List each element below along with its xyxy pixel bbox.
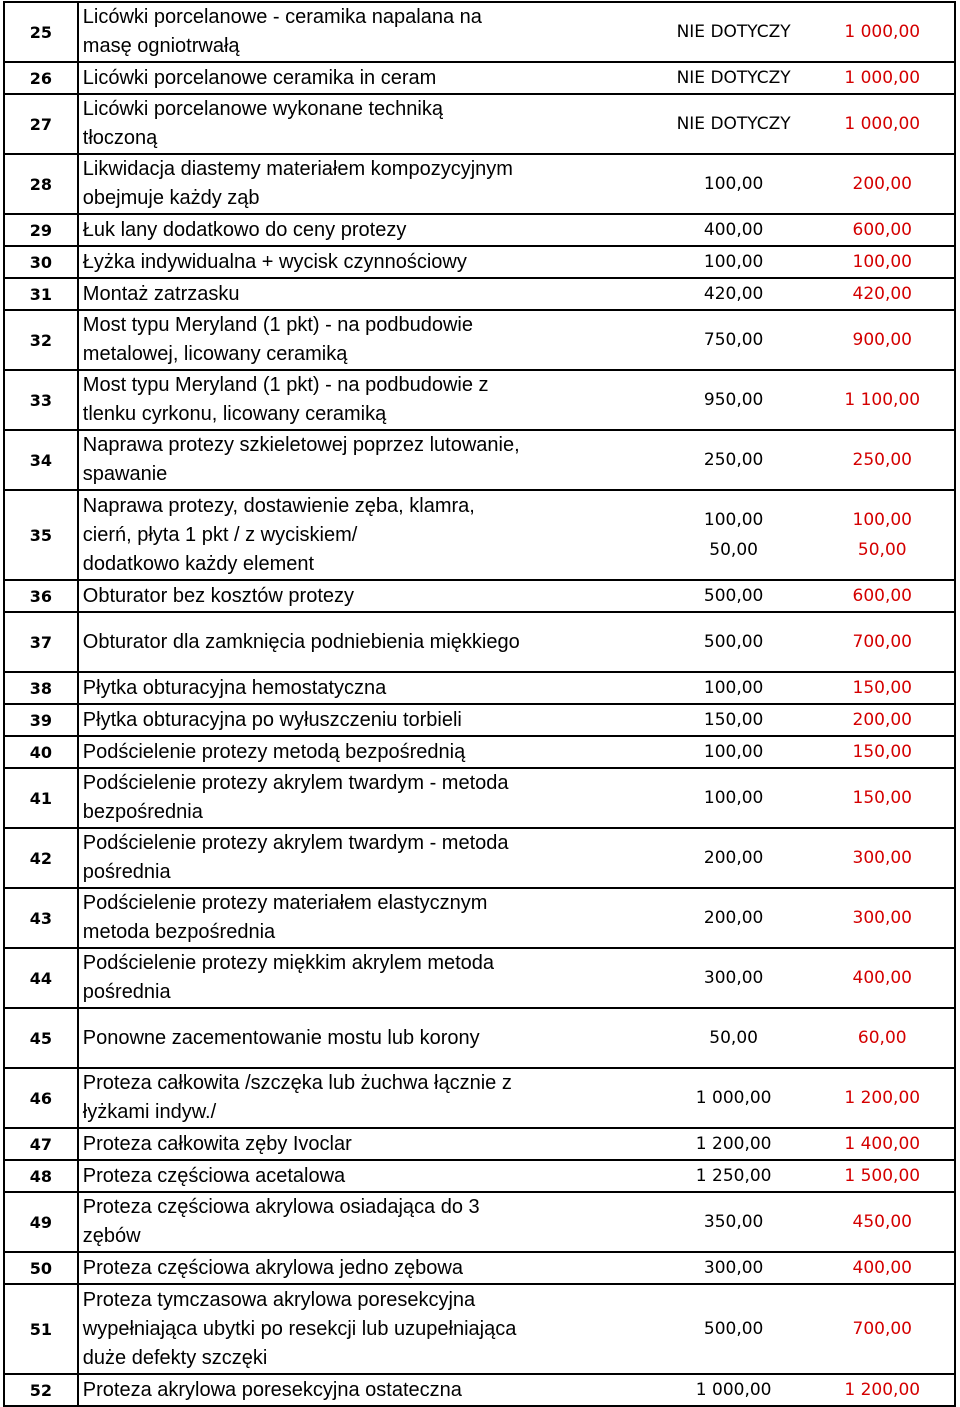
service-description	[78, 1374, 657, 1406]
price-value: 1 200,00	[695, 1134, 772, 1154]
price-min	[657, 430, 811, 490]
description-line: tlenku cyrkonu, licowany ceramiką	[82, 403, 387, 425]
service-description	[78, 62, 657, 94]
price-max	[810, 1192, 955, 1252]
price-min	[657, 94, 811, 154]
description-line: Obturator bez kosztów protezy	[82, 584, 355, 607]
service-description	[78, 1128, 657, 1160]
price-value: 100,00	[703, 252, 764, 272]
description-line: Most typu Meryland (1 pkt) - na podbudowie	[82, 314, 473, 336]
price-max	[810, 214, 955, 246]
row-number: 52	[4, 1374, 78, 1406]
price-value: 700,00	[852, 1319, 912, 1339]
service-description	[78, 430, 657, 490]
price-min	[657, 1374, 811, 1406]
price-max	[810, 310, 955, 370]
price-value: 300,00	[852, 908, 912, 928]
service-description	[78, 214, 657, 246]
description-line: spawanie	[82, 463, 168, 485]
price-min	[657, 154, 811, 214]
price-value: 200,00	[852, 174, 912, 194]
description-line: zębów	[82, 1225, 141, 1247]
service-description	[78, 246, 657, 278]
price-table-body	[4, 2, 955, 1406]
description-line: pośrednia	[82, 861, 171, 883]
price-min	[657, 828, 811, 888]
price-min	[657, 246, 811, 278]
price-value: NIE DOTYCZY	[676, 114, 791, 134]
table-row	[4, 62, 955, 94]
service-description	[78, 1068, 657, 1128]
price-value: 100,00	[703, 788, 764, 808]
description-line: Montaż zatrzasku	[82, 282, 240, 305]
price-value: 500,00	[703, 586, 764, 606]
price-value: 100,00	[703, 510, 764, 530]
table-row	[4, 1160, 955, 1192]
description-line: metoda bezpośrednia	[82, 921, 276, 943]
table-row	[4, 672, 955, 704]
price-max	[810, 2, 955, 62]
row-number: 50	[4, 1252, 78, 1284]
price-value: 1 500,00	[844, 1166, 921, 1186]
price-max	[810, 768, 955, 828]
table-row	[4, 768, 955, 828]
price-value: 50,00	[857, 540, 907, 560]
price-value: 300,00	[703, 968, 764, 988]
service-description	[78, 154, 657, 214]
price-min	[657, 278, 811, 310]
description-line: bezpośrednia	[82, 801, 203, 823]
price-max	[810, 672, 955, 704]
row-number: 39	[4, 704, 78, 736]
description-line: dodatkowo każdy element	[82, 552, 315, 575]
price-value: NIE DOTYCZY	[676, 22, 791, 42]
description-line: Łuk lany dodatkowo do ceny protezy	[82, 218, 407, 241]
price-value: 1 000,00	[844, 22, 921, 42]
table-row	[4, 246, 955, 278]
price-max	[810, 490, 955, 580]
row-number: 45	[4, 1008, 78, 1068]
price-value: 100,00	[852, 252, 912, 272]
price-min	[657, 490, 811, 580]
table-row	[4, 154, 955, 214]
table-row	[4, 1068, 955, 1128]
price-value: 100,00	[703, 678, 764, 698]
description-line: cierń, płyta 1 pkt / z wyciskiem/	[82, 523, 358, 546]
price-min	[657, 2, 811, 62]
price-value: 60,00	[857, 1028, 907, 1048]
price-value: 100,00	[852, 510, 912, 530]
price-value: 250,00	[703, 450, 764, 470]
price-max	[810, 828, 955, 888]
price-min	[657, 888, 811, 948]
description-line: Proteza całkowita /szczęka lub żuchwa łącznie z	[82, 1072, 512, 1094]
service-description	[78, 278, 657, 310]
description-line: pośrednia	[82, 981, 171, 1003]
description-line: Podścielenie protezy miękkim akrylem metoda	[82, 952, 495, 974]
description-line: Licówki porcelanowe wykonane techniką	[82, 98, 443, 120]
description-line: Płytka obturacyjna hemostatyczna	[82, 676, 387, 699]
price-value: 100,00	[703, 174, 764, 194]
description-line: Proteza całkowita zęby Ivoclar	[82, 1132, 352, 1155]
price-value: 420,00	[703, 284, 764, 304]
row-number: 43	[4, 888, 78, 948]
price-value: 500,00	[703, 1319, 764, 1339]
description-line: tłoczoną	[82, 127, 158, 149]
price-min	[657, 310, 811, 370]
price-max	[810, 1008, 955, 1068]
description-line: Płytka obturacyjna po wyłuszczeniu torbieli	[82, 708, 462, 731]
row-number: 42	[4, 828, 78, 888]
price-min	[657, 1284, 811, 1374]
service-description	[78, 370, 657, 430]
price-value: 150,00	[852, 742, 912, 762]
description-line: Obturator dla zamknięcia podniebienia miękkiego	[82, 630, 520, 653]
price-max	[810, 370, 955, 430]
price-value: 200,00	[852, 710, 912, 730]
table-row	[4, 1284, 955, 1374]
table-row	[4, 94, 955, 154]
row-number: 36	[4, 580, 78, 612]
price-value: 1 000,00	[844, 68, 921, 88]
price-min	[657, 948, 811, 1008]
price-max	[810, 1374, 955, 1406]
price-value: 1 200,00	[844, 1088, 921, 1108]
price-value: 950,00	[703, 390, 764, 410]
description-line: łyżkami indyw./	[82, 1101, 217, 1123]
row-number: 32	[4, 310, 78, 370]
price-value: 1 400,00	[844, 1134, 921, 1154]
row-number: 44	[4, 948, 78, 1008]
price-max	[810, 580, 955, 612]
row-number: 49	[4, 1192, 78, 1252]
price-min	[657, 704, 811, 736]
service-description	[78, 888, 657, 948]
description-line: Naprawa protezy szkieletowej poprzez lutowanie,	[82, 434, 520, 456]
price-value: 150,00	[703, 710, 764, 730]
table-row	[4, 704, 955, 736]
table-row	[4, 490, 955, 580]
description-line: Podścielenie protezy akrylem twardym - metoda	[82, 832, 509, 854]
price-max	[810, 278, 955, 310]
price-value: 1 200,00	[844, 1380, 921, 1400]
price-max	[810, 154, 955, 214]
price-max	[810, 94, 955, 154]
price-value: 300,00	[852, 848, 912, 868]
row-number: 47	[4, 1128, 78, 1160]
price-max	[810, 888, 955, 948]
price-min	[657, 1192, 811, 1252]
price-max	[810, 1284, 955, 1374]
table-row	[4, 370, 955, 430]
price-value: 900,00	[852, 330, 912, 350]
description-line: Naprawa protezy, dostawienie zęba, klamra,	[82, 494, 475, 517]
description-line: Podścielenie protezy materiałem elastycznym	[82, 892, 488, 914]
table-row	[4, 1128, 955, 1160]
description-line: Proteza częściowa akrylowa jedno zębowa	[82, 1256, 463, 1279]
price-value: 1 000,00	[844, 114, 921, 134]
row-number: 51	[4, 1284, 78, 1374]
row-number: 46	[4, 1068, 78, 1128]
price-value: 100,00	[703, 742, 764, 762]
price-value: 700,00	[852, 632, 912, 652]
row-number: 40	[4, 736, 78, 768]
price-max	[810, 704, 955, 736]
service-description	[78, 612, 657, 672]
service-description	[78, 768, 657, 828]
description-line: Proteza częściowa acetalowa	[82, 1164, 346, 1187]
price-min	[657, 1068, 811, 1128]
price-min	[657, 672, 811, 704]
price-min	[657, 214, 811, 246]
price-max	[810, 612, 955, 672]
row-number: 29	[4, 214, 78, 246]
service-description	[78, 94, 657, 154]
price-value: 1 250,00	[695, 1166, 772, 1186]
table-row	[4, 278, 955, 310]
row-number: 30	[4, 246, 78, 278]
row-number: 38	[4, 672, 78, 704]
table-row	[4, 310, 955, 370]
row-number: 27	[4, 94, 78, 154]
service-description	[78, 1008, 657, 1068]
description-line: Licówki porcelanowe - ceramika napalana na	[82, 6, 482, 28]
row-number: 26	[4, 62, 78, 94]
table-row	[4, 612, 955, 672]
description-line: Proteza tymczasowa akrylowa poresekcyjna	[82, 1288, 476, 1311]
price-value: 350,00	[703, 1212, 764, 1232]
description-line: Podścielenie protezy akrylem twardym - metoda	[82, 772, 509, 794]
row-number: 34	[4, 430, 78, 490]
service-description	[78, 828, 657, 888]
description-line: Licówki porcelanowe ceramika in ceram	[82, 66, 437, 89]
description-line: metalowej, licowany ceramiką	[82, 343, 348, 365]
price-value: 1 100,00	[844, 390, 921, 410]
price-max	[810, 430, 955, 490]
service-description	[78, 1192, 657, 1252]
row-number: 35	[4, 490, 78, 580]
service-description	[78, 948, 657, 1008]
row-number: 28	[4, 154, 78, 214]
price-min	[657, 1252, 811, 1284]
price-value: 400,00	[852, 1258, 912, 1278]
table-row	[4, 214, 955, 246]
price-min	[657, 370, 811, 430]
description-line: Podścielenie protezy metodą bezpośrednią	[82, 740, 466, 763]
description-line: Most typu Meryland (1 pkt) - na podbudowie z	[82, 374, 489, 396]
price-value: 50,00	[709, 540, 758, 560]
service-description	[78, 1160, 657, 1192]
price-min	[657, 736, 811, 768]
description-line: Proteza akrylowa poresekcyjna ostateczna	[82, 1378, 462, 1401]
row-number: 31	[4, 278, 78, 310]
table-row	[4, 1008, 955, 1068]
row-number: 37	[4, 612, 78, 672]
table-row	[4, 1252, 955, 1284]
price-value: 420,00	[852, 284, 912, 304]
price-value: 300,00	[703, 1258, 764, 1278]
price-min	[657, 62, 811, 94]
description-line: Ponowne zacementowanie mostu lub korony	[82, 1026, 480, 1049]
price-min	[657, 580, 811, 612]
price-table	[3, 1, 956, 1407]
price-value: 450,00	[852, 1212, 912, 1232]
table-row	[4, 430, 955, 490]
price-value: 400,00	[703, 220, 764, 240]
table-row	[4, 1374, 955, 1406]
price-min	[657, 612, 811, 672]
price-max	[810, 1252, 955, 1284]
table-row	[4, 2, 955, 62]
service-description	[78, 736, 657, 768]
price-min	[657, 1008, 811, 1068]
service-description	[78, 310, 657, 370]
table-row	[4, 948, 955, 1008]
service-description	[78, 672, 657, 704]
description-line: masę ogniotrwałą	[82, 35, 240, 57]
service-description	[78, 580, 657, 612]
price-value: 1 000,00	[695, 1088, 772, 1108]
description-line: duże defekty szczęki	[82, 1346, 268, 1369]
service-description	[78, 1284, 657, 1374]
service-description	[78, 1252, 657, 1284]
description-line: Łyżka indywidualna + wycisk czynnościowy	[82, 250, 467, 273]
description-line: obejmuje każdy ząb	[82, 187, 260, 209]
service-description	[78, 2, 657, 62]
price-min	[657, 1128, 811, 1160]
price-value: 600,00	[852, 586, 912, 606]
description-line: wypełniająca ubytki po resekcji lub uzupełniająca	[82, 1317, 517, 1340]
price-value: 150,00	[852, 678, 912, 698]
table-row	[4, 580, 955, 612]
price-min	[657, 1160, 811, 1192]
price-max	[810, 62, 955, 94]
table-row	[4, 888, 955, 948]
price-max	[810, 1068, 955, 1128]
row-number: 33	[4, 370, 78, 430]
price-value: 1 000,00	[695, 1380, 772, 1400]
price-value: 200,00	[703, 908, 764, 928]
price-value: 750,00	[703, 330, 764, 350]
price-value: 150,00	[852, 788, 912, 808]
row-number: 41	[4, 768, 78, 828]
table-row	[4, 736, 955, 768]
price-min	[657, 768, 811, 828]
price-value: 200,00	[703, 848, 764, 868]
price-max	[810, 1128, 955, 1160]
row-number: 25	[4, 2, 78, 62]
price-value: NIE DOTYCZY	[676, 68, 791, 88]
service-description	[78, 704, 657, 736]
table-row	[4, 1192, 955, 1252]
price-value: 600,00	[852, 220, 912, 240]
description-line: Likwidacja diastemy materiałem kompozycyjnym	[82, 158, 513, 180]
price-max	[810, 736, 955, 768]
row-number: 48	[4, 1160, 78, 1192]
table-row	[4, 828, 955, 888]
service-description	[78, 490, 657, 580]
price-max	[810, 948, 955, 1008]
price-max	[810, 246, 955, 278]
price-max	[810, 1160, 955, 1192]
description-line: Proteza częściowa akrylowa osiadająca do 3	[82, 1196, 480, 1218]
price-value: 50,00	[709, 1028, 758, 1048]
price-value: 400,00	[852, 968, 912, 988]
price-value: 250,00	[852, 450, 912, 470]
price-value: 500,00	[703, 632, 764, 652]
